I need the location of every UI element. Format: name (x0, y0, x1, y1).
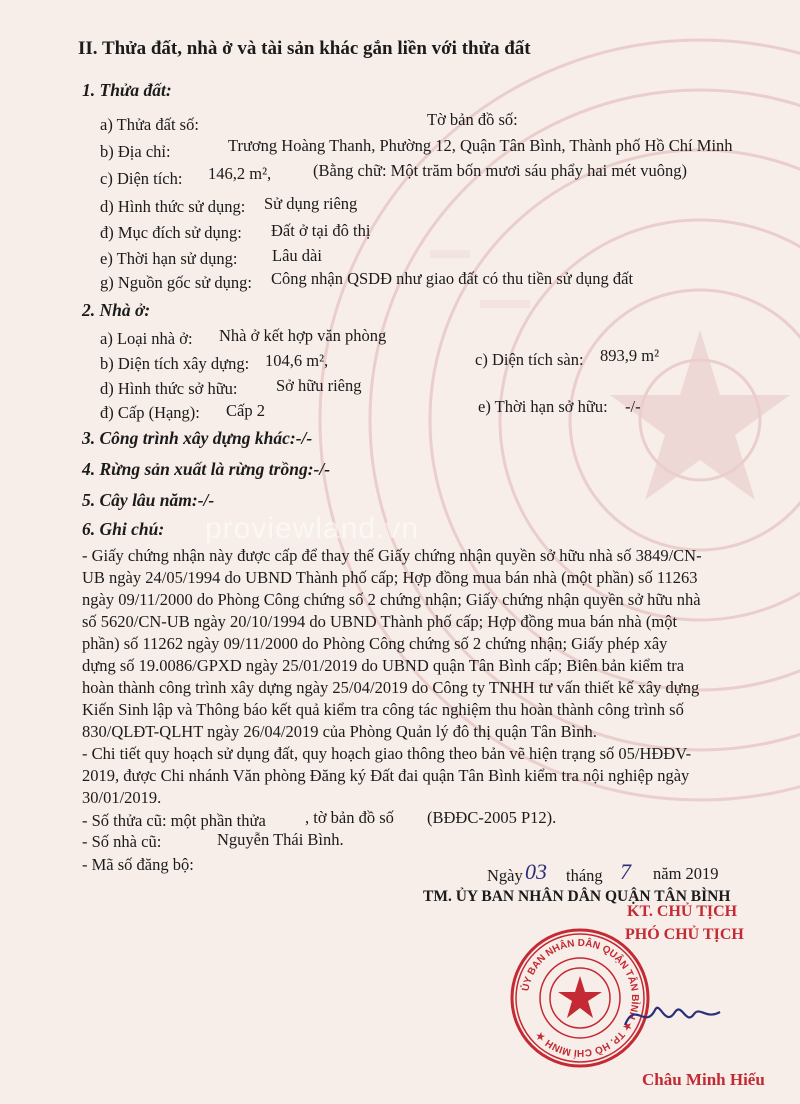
perennial-heading: 5. Cây lâu năm:-/- (82, 490, 215, 510)
old-house-value: Nguyễn Thái Bình. (217, 830, 344, 849)
note-line: 2019, được Chi nhánh Văn phòng Đăng ký Đất đai quận Tân Bình kiểm tra nội nghiệp ngày (82, 766, 690, 785)
house-heading: 2. Nhà ở: (82, 300, 151, 320)
land-heading: 1. Thửa đất: (82, 80, 172, 100)
land-c-words: (Bằng chữ: Một trăm bốn mươi sáu phẩy hai mét vuông) (313, 161, 687, 180)
house-a-value: Nhà ở kết hợp văn phòng (219, 326, 387, 345)
note-line: ngày 09/11/2000 do Phòng Công chứng số 2 chứng nhận; Giấy chứng nhận quyền sở hữu nhà (82, 590, 701, 609)
note-line: 830/QLĐT-QLHT ngày 26/04/2019 của Phòng Quản lý đô thị quận Tân Bình. (82, 722, 597, 741)
land-d-label: d) Hình thức sử dụng: (100, 197, 246, 216)
role-line-1: KT. CHỦ TỊCH (627, 903, 738, 920)
date-year: năm 2019 (653, 864, 719, 883)
note-line: Kiến Sinh lập và Thông báo kết quả kiểm tra công tác nghiệm thu hoàn thành công trình số (82, 700, 684, 719)
role-line-2: PHÓ CHỦ TỊCH (625, 926, 744, 943)
land-b-value: Trương Hoàng Thanh, Phường 12, Quận Tân Bình, Thành phố Hồ Chí Minh (228, 136, 733, 155)
svg-text:ỦY BAN NHÂN DÂN QUẬN TÂN BÌNH: ỦY BAN NHÂN DÂN QUẬN TÂN BÌNH ★ TP. HỒ CHÍ MINH ★ (520, 937, 641, 1059)
old-house-label: - Số nhà cũ: (82, 832, 162, 851)
house-d-label: d) Hình thức sở hữu: (100, 379, 238, 398)
signer-name: Châu Minh Hiếu (642, 1070, 765, 1089)
note-line: phần) số 11262 ngày 09/11/2000 do Phòng Công chứng số 2 chứng nhận; Giấy phép xây (82, 634, 668, 653)
land-c-label: c) Diện tích: (100, 169, 183, 188)
land-dd-label: đ) Mục đích sử dụng: (100, 223, 242, 242)
land-g-label: g) Nguồn gốc sử dụng: (100, 273, 252, 292)
old-parcel-label: - Số thửa cũ: một phần thửa (82, 811, 266, 830)
note-line: - Giấy chứng nhận này được cấp để thay thế Giấy chứng nhận quyền sở hữu nhà số 3849/CN- (82, 546, 702, 565)
land-map-label: Tờ bản đồ số: (427, 110, 518, 129)
old-parcel-map: , tờ bản đồ số (305, 808, 394, 827)
land-a-label: a) Thửa đất số: (100, 115, 199, 134)
house-b-value: 104,6 m², (265, 351, 329, 370)
date-day: 03 (525, 859, 547, 884)
land-d-value: Sử dụng riêng (264, 194, 358, 213)
land-e-value: Lâu dài (272, 246, 322, 265)
house-e-label: e) Thời hạn sở hữu: (478, 397, 608, 416)
land-c-value: 146,2 m², (208, 164, 272, 183)
note-line: hoàn thành công trình xây dựng ngày 25/04/2019 do Công ty TNHH tư vấn thiết kế xây dựng (82, 678, 700, 697)
note-line: số 5620/CN-UB ngày 20/10/1994 do UBND Thành phố cấp; Hợp đồng mua bán nhà (một (82, 612, 678, 631)
registration-label: - Mã số đăng bộ: (82, 855, 194, 874)
authority-title: TM. ỦY BAN NHÂN DÂN QUẬN TÂN BÌNH (423, 888, 731, 905)
signature (620, 990, 730, 1040)
house-e-value: -/- (625, 397, 641, 416)
house-dd-value: Cấp 2 (226, 401, 265, 420)
watermark: proviewland.vn (205, 512, 420, 545)
notes-heading: 6. Ghi chú: (82, 519, 165, 539)
house-dd-label: đ) Cấp (Hạng): (100, 403, 200, 422)
land-g-value: Công nhận QSDĐ như giao đất có thu tiền sử dụng đất (271, 269, 634, 288)
date-month: 7 (620, 859, 631, 884)
section-title: II. Thửa đất, nhà ở và tài sản khác gắn liền với thửa đất (78, 38, 531, 59)
note-paragraph-1 (82, 545, 762, 809)
old-parcel-code: (BĐĐC-2005 P12). (427, 808, 557, 827)
note-line: 30/01/2019. (82, 788, 162, 807)
house-c-value: 893,9 m² (600, 346, 660, 365)
land-b-label: b) Địa chỉ: (100, 142, 171, 161)
land-e-label: e) Thời hạn sử dụng: (100, 249, 238, 268)
other-works-heading: 3. Công trình xây dựng khác:-/- (82, 428, 313, 448)
date-prefix: Ngày (487, 866, 523, 885)
note-line: - Chi tiết quy hoạch sử dụng đất, quy hoạch giao thông theo bản vẽ hiện trạng số 05/HĐĐV- (82, 744, 692, 763)
note-line: dựng số 19.0086/GPXD ngày 25/01/2019 do UBND quận Tân Bình cấp; Biên bản kiểm tra (82, 656, 685, 675)
note-line: UB ngày 24/05/1994 do UBND Thành phố cấp; Hợp đồng mua bán nhà (một phần) số 11263 (82, 568, 698, 587)
house-b-label: b) Diện tích xây dựng: (100, 354, 250, 373)
house-d-value: Sở hữu riêng (276, 376, 362, 395)
house-c-label: c) Diện tích sàn: (475, 350, 584, 369)
land-dd-value: Đất ở tại đô thị (271, 221, 371, 240)
forest-heading: 4. Rừng sản xuất là rừng trồng:-/- (82, 459, 331, 479)
house-a-label: a) Loại nhà ở: (100, 329, 193, 348)
date-month-word: tháng (566, 866, 603, 885)
